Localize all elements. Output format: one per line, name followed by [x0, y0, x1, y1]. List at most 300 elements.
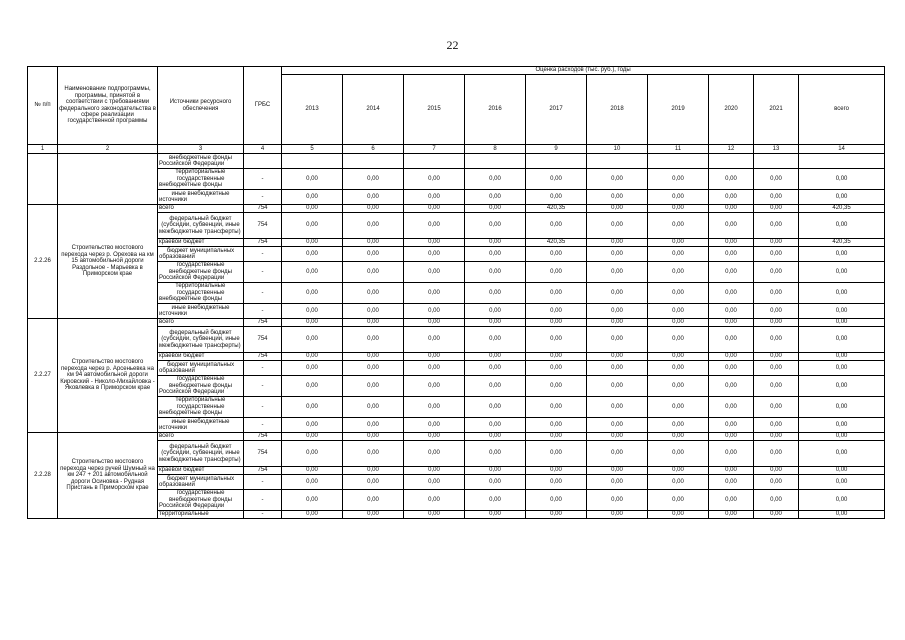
source-cell: государственные внебюджетные фонды Российской Федерации — [158, 262, 244, 283]
source-cell: федеральный бюджет (субсидии, субвенции, иные межбюджетные трансферты) — [158, 441, 244, 467]
value-cell: 0,00 — [465, 239, 526, 247]
value-cell: 0,00 — [282, 511, 343, 519]
value-cell: 0,00 — [709, 353, 754, 361]
value-cell — [587, 154, 648, 169]
value-cell: 0,00 — [404, 467, 465, 475]
value-cell: 0,00 — [587, 327, 648, 353]
value-cell: 0,00 — [587, 205, 648, 213]
value-cell — [465, 154, 526, 169]
value-cell: 0,00 — [587, 190, 648, 205]
value-cell: 0,00 — [404, 433, 465, 441]
value-cell: 0,00 — [754, 397, 799, 418]
value-cell: 0,00 — [465, 304, 526, 319]
grbs-cell: 754 — [244, 327, 282, 353]
column-number: 13 — [754, 145, 799, 154]
value-cell: 0,00 — [754, 262, 799, 283]
value-cell: 420,35 — [526, 205, 587, 213]
header-no: № п/п — [28, 67, 58, 145]
value-cell: 0,00 — [404, 418, 465, 433]
value-cell: 420,35 — [799, 205, 885, 213]
value-cell: 0,00 — [465, 262, 526, 283]
value-cell: 0,00 — [799, 262, 885, 283]
header-name: Наименование подпрограммы, программы, принятой в соответствии с требованиями федерального законодательства в сфере реализации государственной программы — [58, 67, 158, 145]
grbs-cell: - — [244, 304, 282, 319]
source-cell: иные внебюджетные источники — [158, 190, 244, 205]
value-cell: 0,00 — [799, 376, 885, 397]
value-cell: 0,00 — [282, 283, 343, 304]
value-cell: 0,00 — [343, 376, 404, 397]
value-cell: 0,00 — [587, 304, 648, 319]
value-cell: 0,00 — [343, 319, 404, 327]
value-cell: 0,00 — [648, 319, 709, 327]
value-cell: 0,00 — [799, 397, 885, 418]
value-cell: 0,00 — [465, 327, 526, 353]
source-cell: краевой бюджет — [158, 239, 244, 247]
header-grbs: ГРБС — [244, 67, 282, 145]
item-name-empty — [58, 154, 158, 205]
value-cell: 0,00 — [282, 361, 343, 376]
value-cell: 0,00 — [709, 239, 754, 247]
value-cell: 0,00 — [526, 490, 587, 511]
value-cell: 0,00 — [799, 283, 885, 304]
source-cell: иные внебюджетные источники — [158, 304, 244, 319]
value-cell: 0,00 — [754, 169, 799, 190]
column-number: 10 — [587, 145, 648, 154]
value-cell: 0,00 — [343, 353, 404, 361]
column-number: 5 — [282, 145, 343, 154]
value-cell: 0,00 — [343, 205, 404, 213]
value-cell: 0,00 — [343, 433, 404, 441]
value-cell: 0,00 — [404, 213, 465, 239]
value-cell: 0,00 — [526, 475, 587, 490]
value-cell: 0,00 — [587, 397, 648, 418]
value-cell: 0,00 — [709, 304, 754, 319]
grbs-cell: 754 — [244, 319, 282, 327]
value-cell: 0,00 — [404, 475, 465, 490]
value-cell — [282, 154, 343, 169]
value-cell: 0,00 — [465, 213, 526, 239]
value-cell: 0,00 — [648, 169, 709, 190]
value-cell: 0,00 — [465, 376, 526, 397]
grbs-cell: 754 — [244, 441, 282, 467]
grbs-cell: - — [244, 247, 282, 262]
header-year: 2021 — [754, 75, 799, 145]
value-cell: 0,00 — [709, 418, 754, 433]
value-cell: 0,00 — [343, 169, 404, 190]
value-cell: 0,00 — [282, 441, 343, 467]
header-year: 2016 — [465, 75, 526, 145]
value-cell: 0,00 — [799, 304, 885, 319]
item-code: 2.2.28 — [28, 433, 58, 519]
value-cell: 0,00 — [799, 418, 885, 433]
source-cell: территориальные государственные внебюджетные фонды — [158, 283, 244, 304]
value-cell: 0,00 — [404, 397, 465, 418]
column-number: 1 — [28, 145, 58, 154]
value-cell: 0,00 — [587, 433, 648, 441]
value-cell: 0,00 — [282, 353, 343, 361]
value-cell: 0,00 — [754, 205, 799, 213]
value-cell: 0,00 — [648, 283, 709, 304]
item-name: Строительство мостового перехода через р. Орехова на км 15 автомобильной дороги Раздольное - Марьевка в Приморском крае — [58, 205, 158, 319]
value-cell: 0,00 — [282, 205, 343, 213]
value-cell: 0,00 — [587, 353, 648, 361]
value-cell: 0,00 — [282, 247, 343, 262]
value-cell — [526, 154, 587, 169]
value-cell: 0,00 — [404, 190, 465, 205]
value-cell: 0,00 — [282, 433, 343, 441]
value-cell: 0,00 — [648, 418, 709, 433]
grbs-cell: - — [244, 190, 282, 205]
value-cell — [343, 154, 404, 169]
value-cell: 0,00 — [282, 475, 343, 490]
source-cell: федеральный бюджет (субсидии, субвенции, иные межбюджетные трансферты) — [158, 327, 244, 353]
grbs-cell: 754 — [244, 205, 282, 213]
value-cell: 0,00 — [282, 319, 343, 327]
header-year: 2015 — [404, 75, 465, 145]
source-cell: краевой бюджет — [158, 467, 244, 475]
source-cell: бюджет муниципальных образований — [158, 361, 244, 376]
value-cell: 0,00 — [465, 283, 526, 304]
source-cell: государственные внебюджетные фонды Российской Федерации — [158, 490, 244, 511]
value-cell: 0,00 — [709, 283, 754, 304]
value-cell: 0,00 — [343, 283, 404, 304]
value-cell: 0,00 — [526, 247, 587, 262]
column-number: 11 — [648, 145, 709, 154]
item-code-empty — [28, 154, 58, 205]
value-cell: 0,00 — [282, 397, 343, 418]
source-cell: всего — [158, 433, 244, 441]
header-year: 2014 — [343, 75, 404, 145]
value-cell: 0,00 — [465, 418, 526, 433]
value-cell: 0,00 — [587, 511, 648, 519]
value-cell: 0,00 — [404, 511, 465, 519]
header-estimate: Оценка расходов (тыс. руб.), годы — [282, 67, 885, 75]
value-cell: 0,00 — [465, 247, 526, 262]
item-code: 2.2.27 — [28, 319, 58, 433]
value-cell: 0,00 — [526, 190, 587, 205]
value-cell: 0,00 — [343, 511, 404, 519]
value-cell: 0,00 — [282, 213, 343, 239]
value-cell: 0,00 — [404, 441, 465, 467]
value-cell: 0,00 — [648, 262, 709, 283]
header-column-numbers — [28, 145, 885, 154]
value-cell — [754, 154, 799, 169]
value-cell: 0,00 — [799, 467, 885, 475]
grbs-cell: - — [244, 169, 282, 190]
value-cell: 0,00 — [587, 441, 648, 467]
value-cell: 0,00 — [754, 190, 799, 205]
value-cell: 0,00 — [648, 467, 709, 475]
value-cell: 0,00 — [709, 213, 754, 239]
value-cell: 0,00 — [526, 327, 587, 353]
value-cell: 0,00 — [648, 205, 709, 213]
value-cell: 0,00 — [754, 319, 799, 327]
value-cell: 0,00 — [709, 247, 754, 262]
value-cell: 0,00 — [587, 319, 648, 327]
value-cell: 0,00 — [404, 262, 465, 283]
value-cell: 0,00 — [754, 511, 799, 519]
value-cell: 0,00 — [648, 475, 709, 490]
header-year: 2013 — [282, 75, 343, 145]
value-cell: 0,00 — [465, 433, 526, 441]
value-cell: 0,00 — [754, 467, 799, 475]
value-cell: 0,00 — [343, 467, 404, 475]
value-cell: 0,00 — [526, 418, 587, 433]
value-cell: 0,00 — [709, 361, 754, 376]
value-cell: 0,00 — [648, 213, 709, 239]
value-cell: 0,00 — [799, 433, 885, 441]
value-cell: 0,00 — [709, 490, 754, 511]
value-cell: 0,00 — [648, 433, 709, 441]
value-cell: 0,00 — [754, 376, 799, 397]
value-cell: 0,00 — [754, 490, 799, 511]
table-row — [28, 154, 885, 169]
source-cell: бюджет муниципальных образований — [158, 475, 244, 490]
value-cell: 0,00 — [526, 361, 587, 376]
value-cell: 0,00 — [587, 475, 648, 490]
value-cell: 0,00 — [648, 304, 709, 319]
source-cell: территориальные — [158, 511, 244, 519]
value-cell: 0,00 — [648, 361, 709, 376]
value-cell: 0,00 — [465, 475, 526, 490]
value-cell: 0,00 — [343, 213, 404, 239]
grbs-cell: 754 — [244, 467, 282, 475]
source-cell: всего — [158, 319, 244, 327]
value-cell: 0,00 — [404, 319, 465, 327]
value-cell: 0,00 — [709, 397, 754, 418]
value-cell: 0,00 — [799, 247, 885, 262]
value-cell: 0,00 — [343, 418, 404, 433]
column-number: 8 — [465, 145, 526, 154]
value-cell: 0,00 — [709, 467, 754, 475]
item-code: 2.2.26 — [28, 205, 58, 319]
value-cell: 0,00 — [282, 418, 343, 433]
value-cell: 420,35 — [526, 239, 587, 247]
value-cell: 0,00 — [526, 319, 587, 327]
value-cell: 0,00 — [282, 262, 343, 283]
value-cell: 0,00 — [754, 239, 799, 247]
value-cell: 0,00 — [282, 467, 343, 475]
grbs-cell: 754 — [244, 239, 282, 247]
source-cell: государственные внебюджетные фонды Российской Федерации — [158, 376, 244, 397]
value-cell: 0,00 — [282, 490, 343, 511]
value-cell: 0,00 — [754, 441, 799, 467]
value-cell: 0,00 — [465, 441, 526, 467]
value-cell: 0,00 — [799, 511, 885, 519]
value-cell: 0,00 — [648, 353, 709, 361]
source-cell: бюджет муниципальных образований — [158, 247, 244, 262]
item-name: Строительство мостового перехода через ручей Шумный на км 247 + 201 автомобильной дороги Осиновка - Рудная Пристань в Приморском крае — [58, 433, 158, 519]
value-cell: 0,00 — [465, 361, 526, 376]
value-cell: 0,00 — [709, 205, 754, 213]
value-cell: 0,00 — [709, 319, 754, 327]
value-cell: 0,00 — [799, 169, 885, 190]
value-cell: 0,00 — [754, 418, 799, 433]
value-cell: 0,00 — [587, 213, 648, 239]
value-cell: 0,00 — [799, 190, 885, 205]
value-cell: 0,00 — [282, 169, 343, 190]
value-cell: 0,00 — [709, 441, 754, 467]
value-cell: 0,00 — [587, 361, 648, 376]
source-cell: внебюджетные фонды Российской Федерации — [158, 154, 244, 169]
value-cell: 0,00 — [526, 213, 587, 239]
value-cell: 0,00 — [465, 353, 526, 361]
value-cell: 0,00 — [343, 304, 404, 319]
value-cell: 0,00 — [648, 190, 709, 205]
value-cell: 0,00 — [709, 433, 754, 441]
source-cell: всего — [158, 205, 244, 213]
value-cell: 0,00 — [587, 376, 648, 397]
grbs-cell: - — [244, 490, 282, 511]
value-cell: 0,00 — [465, 511, 526, 519]
value-cell: 0,00 — [526, 441, 587, 467]
value-cell: 0,00 — [526, 304, 587, 319]
value-cell: 0,00 — [343, 490, 404, 511]
table-row — [28, 205, 885, 213]
value-cell: 0,00 — [404, 327, 465, 353]
value-cell: 0,00 — [754, 361, 799, 376]
value-cell: 0,00 — [709, 327, 754, 353]
value-cell: 0,00 — [465, 397, 526, 418]
header-year: всего — [799, 75, 885, 145]
table-row — [28, 319, 885, 327]
page-number: 22 — [446, 38, 459, 52]
value-cell: 0,00 — [648, 239, 709, 247]
value-cell: 0,00 — [404, 239, 465, 247]
value-cell: 0,00 — [648, 511, 709, 519]
value-cell: 0,00 — [465, 205, 526, 213]
value-cell: 0,00 — [587, 418, 648, 433]
value-cell: 0,00 — [404, 353, 465, 361]
source-cell: территориальные государственные внебюджетные фонды — [158, 397, 244, 418]
value-cell: 0,00 — [587, 490, 648, 511]
value-cell: 0,00 — [343, 262, 404, 283]
grbs-cell: 754 — [244, 433, 282, 441]
header-year: 2018 — [587, 75, 648, 145]
value-cell: 0,00 — [709, 475, 754, 490]
header-year: 2020 — [709, 75, 754, 145]
value-cell: 0,00 — [526, 262, 587, 283]
item-name: Строительство мостового перехода через р. Арсеньевка на км 94 автомобильной дороги Кировский - Николо-Михайловка - Яковлевка в Приморском крае — [58, 319, 158, 433]
value-cell: 0,00 — [754, 433, 799, 441]
value-cell: 0,00 — [343, 247, 404, 262]
grbs-cell: 754 — [244, 213, 282, 239]
value-cell: 0,00 — [648, 490, 709, 511]
grbs-cell: - — [244, 511, 282, 519]
value-cell: 0,00 — [587, 239, 648, 247]
budget-table — [27, 66, 885, 519]
value-cell: 0,00 — [587, 467, 648, 475]
grbs-cell: - — [244, 376, 282, 397]
value-cell — [709, 154, 754, 169]
value-cell: 0,00 — [799, 327, 885, 353]
value-cell: 420,35 — [799, 239, 885, 247]
value-cell: 0,00 — [343, 239, 404, 247]
value-cell: 0,00 — [709, 262, 754, 283]
grbs-cell: - — [244, 475, 282, 490]
value-cell: 0,00 — [343, 441, 404, 467]
source-cell: территориальные государственные внебюджетные фонды — [158, 169, 244, 190]
column-number: 7 — [404, 145, 465, 154]
value-cell: 0,00 — [799, 490, 885, 511]
value-cell: 0,00 — [343, 475, 404, 490]
value-cell: 0,00 — [404, 169, 465, 190]
value-cell: 0,00 — [799, 361, 885, 376]
value-cell: 0,00 — [465, 169, 526, 190]
value-cell: 0,00 — [799, 213, 885, 239]
value-cell: 0,00 — [799, 319, 885, 327]
value-cell: 0,00 — [754, 213, 799, 239]
value-cell: 0,00 — [648, 247, 709, 262]
value-cell: 0,00 — [343, 361, 404, 376]
value-cell: 0,00 — [465, 490, 526, 511]
value-cell — [799, 154, 885, 169]
value-cell: 0,00 — [799, 475, 885, 490]
header-year: 2017 — [526, 75, 587, 145]
grbs-cell: 754 — [244, 353, 282, 361]
value-cell: 0,00 — [282, 190, 343, 205]
value-cell: 0,00 — [526, 283, 587, 304]
value-cell — [404, 154, 465, 169]
value-cell: 0,00 — [709, 376, 754, 397]
header-sources: Источники ресурсного обеспечения — [158, 67, 244, 145]
grbs-cell: - — [244, 283, 282, 304]
value-cell: 0,00 — [282, 239, 343, 247]
value-cell: 0,00 — [526, 376, 587, 397]
value-cell: 0,00 — [754, 475, 799, 490]
grbs-cell: - — [244, 361, 282, 376]
value-cell: 0,00 — [465, 467, 526, 475]
column-number: 14 — [799, 145, 885, 154]
value-cell: 0,00 — [526, 433, 587, 441]
value-cell: 0,00 — [282, 304, 343, 319]
value-cell: 0,00 — [343, 397, 404, 418]
table-row — [28, 433, 885, 441]
column-number: 6 — [343, 145, 404, 154]
value-cell: 0,00 — [648, 441, 709, 467]
column-number: 3 — [158, 145, 244, 154]
value-cell: 0,00 — [282, 327, 343, 353]
value-cell: 0,00 — [587, 169, 648, 190]
value-cell: 0,00 — [754, 247, 799, 262]
value-cell: 0,00 — [709, 511, 754, 519]
value-cell: 0,00 — [648, 327, 709, 353]
value-cell: 0,00 — [404, 361, 465, 376]
value-cell: 0,00 — [404, 490, 465, 511]
value-cell: 0,00 — [587, 247, 648, 262]
grbs-cell: - — [244, 418, 282, 433]
grbs-cell: - — [244, 397, 282, 418]
value-cell: 0,00 — [587, 262, 648, 283]
value-cell: 0,00 — [754, 304, 799, 319]
value-cell — [648, 154, 709, 169]
value-cell: 0,00 — [648, 376, 709, 397]
value-cell: 0,00 — [343, 190, 404, 205]
value-cell: 0,00 — [404, 376, 465, 397]
value-cell: 0,00 — [526, 353, 587, 361]
table-header — [28, 67, 885, 154]
source-cell: федеральный бюджет (субсидии, субвенции, иные межбюджетные трансферты) — [158, 213, 244, 239]
value-cell: 0,00 — [526, 169, 587, 190]
header-year: 2019 — [648, 75, 709, 145]
value-cell: 0,00 — [404, 247, 465, 262]
value-cell: 0,00 — [465, 190, 526, 205]
column-number: 4 — [244, 145, 282, 154]
source-cell: краевой бюджет — [158, 353, 244, 361]
source-cell: иные внебюджетные источники — [158, 418, 244, 433]
value-cell: 0,00 — [526, 467, 587, 475]
value-cell: 0,00 — [754, 353, 799, 361]
